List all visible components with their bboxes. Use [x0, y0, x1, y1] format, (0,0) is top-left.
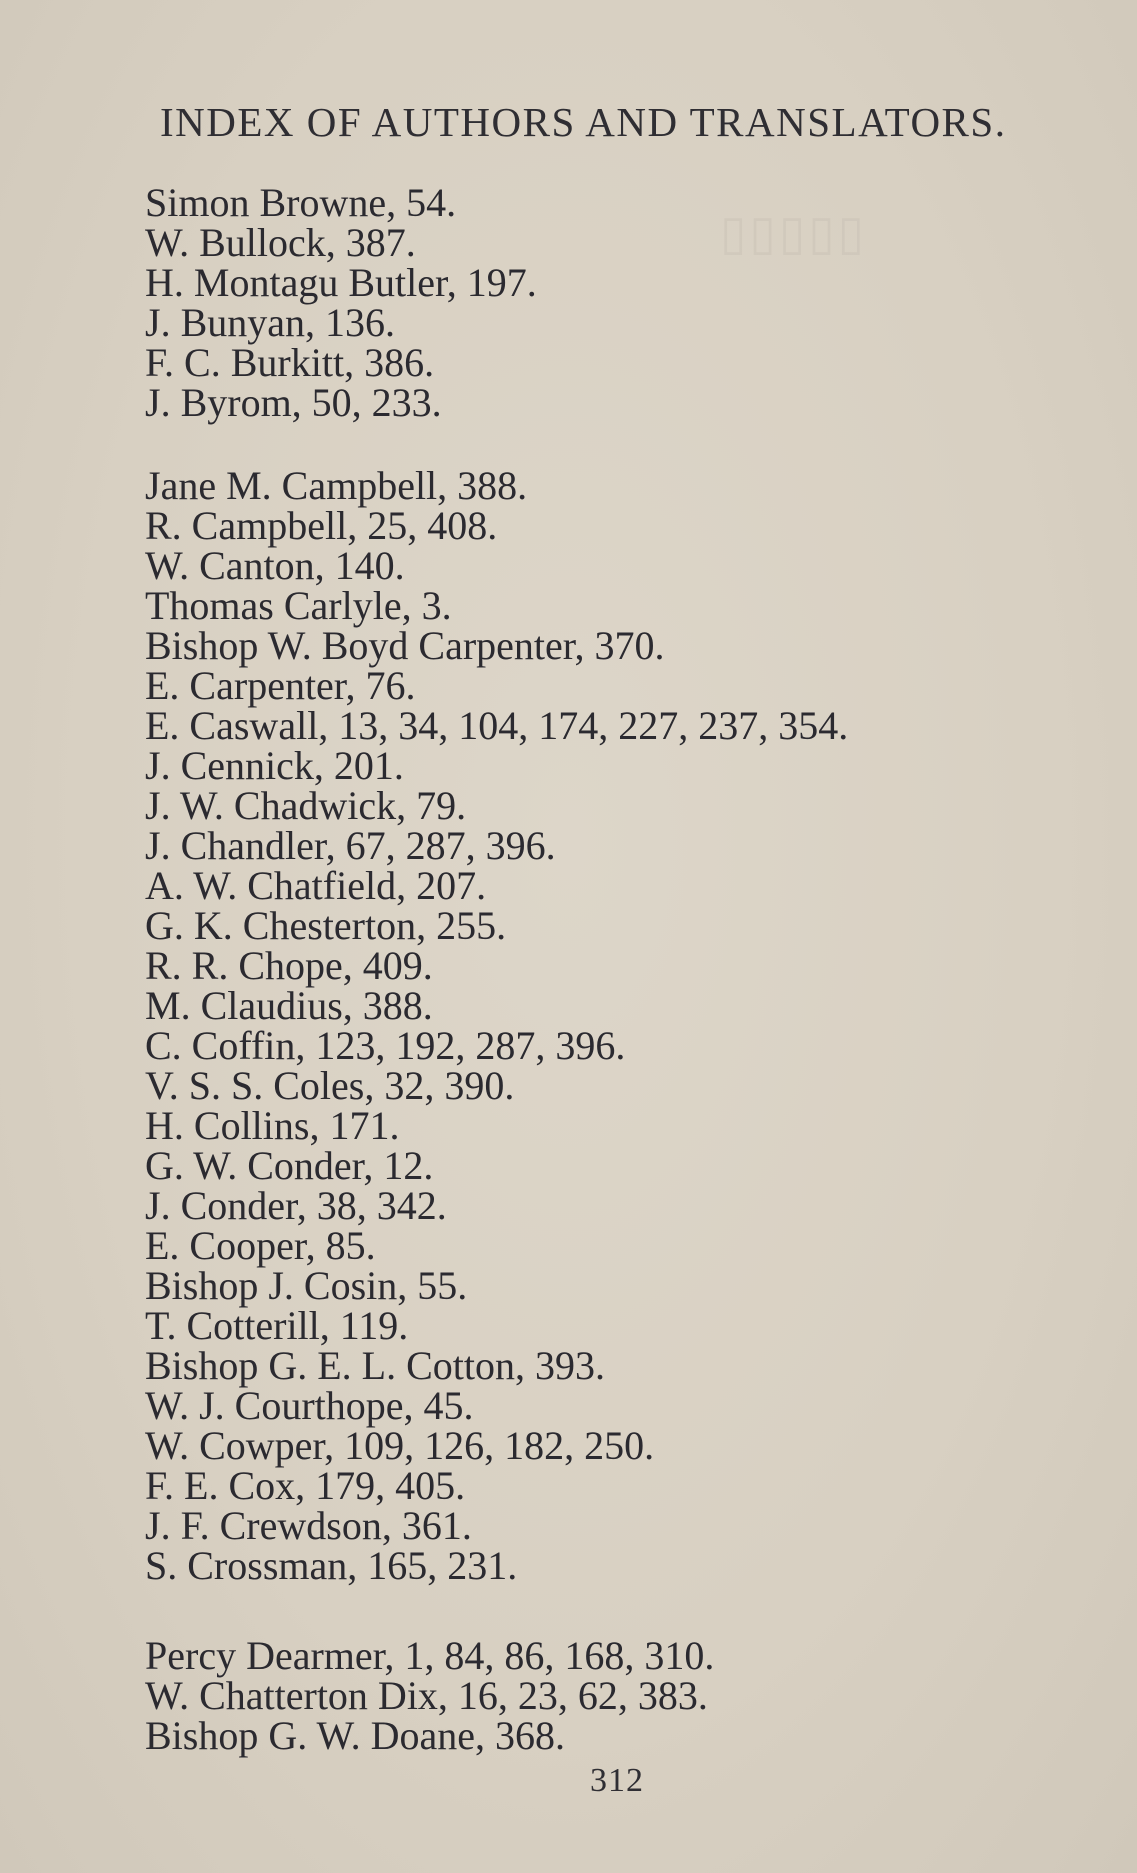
index-entry: H. Collins, 171. — [145, 1103, 400, 1148]
index-entry: R. R. Chope, 409. — [145, 943, 433, 988]
page-header: INDEX OF AUTHORS AND TRANSLATORS. — [160, 99, 1007, 145]
index-entry: F. E. Cox, 179, 405. — [145, 1463, 466, 1508]
index-entry: Bishop J. Cosin, 55. — [145, 1263, 468, 1308]
index-entry: J. Cennick, 201. — [145, 743, 404, 788]
index-entry: Jane M. Campbell, 388. — [145, 463, 528, 508]
index-entry: W. J. Courthope, 45. — [145, 1383, 474, 1428]
index-entry: J. Byrom, 50, 233. — [145, 380, 442, 425]
index-entry: W. Chatterton Dix, 16, 23, 62, 383. — [145, 1673, 708, 1718]
index-entry: A. W. Chatfield, 207. — [145, 863, 487, 908]
index-entry: R. Campbell, 25, 408. — [145, 503, 498, 548]
index-entry: W. Cowper, 109, 126, 182, 250. — [145, 1423, 655, 1468]
index-entry: Simon Browne, 54. — [145, 180, 457, 225]
index-entry: Percy Dearmer, 1, 84, 86, 168, 310. — [145, 1633, 715, 1678]
index-entry: J. Chandler, 67, 287, 396. — [145, 823, 556, 868]
index-entry: J. Conder, 38, 342. — [145, 1183, 447, 1228]
index-entry: Bishop W. Boyd Carpenter, 370. — [145, 623, 665, 668]
index-entry: V. S. S. Coles, 32, 390. — [145, 1063, 515, 1108]
index-entry: C. Coffin, 123, 192, 287, 396. — [145, 1023, 626, 1068]
index-entry: S. Crossman, 165, 231. — [145, 1543, 518, 1588]
index-entry: E. Cooper, 85. — [145, 1223, 376, 1268]
index-entry: E. Caswall, 13, 34, 104, 174, 227, 237, 354. — [145, 703, 849, 748]
index-entry: Bishop G. E. L. Cotton, 393. — [145, 1343, 606, 1388]
index-entry: T. Cotterill, 119. — [145, 1303, 409, 1348]
show-through-texture: ▯▯▯▯▯ — [720, 207, 868, 260]
index-entry: W. Bullock, 387. — [145, 220, 416, 265]
index-entry: G. K. Chesterton, 255. — [145, 903, 507, 948]
index-entry: J. Bunyan, 136. — [145, 300, 395, 345]
index-entry: E. Carpenter, 76. — [145, 663, 416, 708]
index-entry: Thomas Carlyle, 3. — [145, 583, 452, 628]
index-entry: J. W. Chadwick, 79. — [145, 783, 467, 828]
index-entry: Bishop G. W. Doane, 368. — [145, 1713, 565, 1758]
index-entry: J. F. Crewdson, 361. — [145, 1503, 472, 1548]
index-entry: F. C. Burkitt, 386. — [145, 340, 435, 385]
index-entry: G. W. Conder, 12. — [145, 1143, 434, 1188]
page-number: 312 — [590, 1762, 644, 1799]
index-entry: W. Canton, 140. — [145, 543, 405, 588]
index-entry: H. Montagu Butler, 197. — [145, 260, 537, 305]
index-entry: M. Claudius, 388. — [145, 983, 433, 1028]
